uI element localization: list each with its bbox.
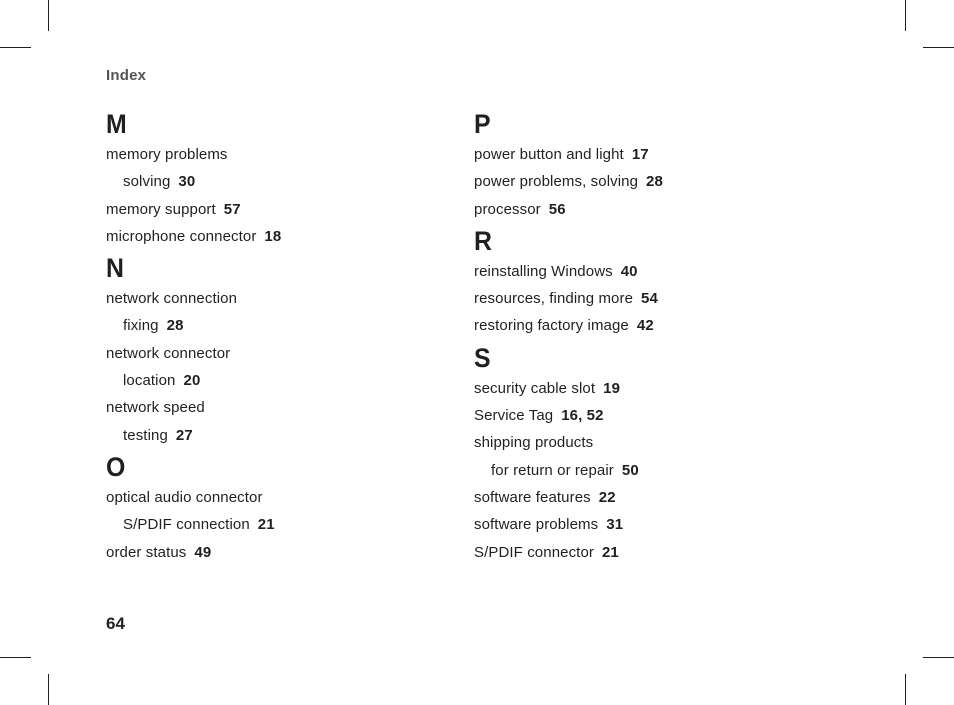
entry-text: for return or repair: [491, 461, 614, 479]
entry-text: location: [123, 372, 176, 390]
index-entry: [474, 258, 854, 285]
crop-mark-bottom-left-horizontal: [0, 657, 31, 658]
section-letter-r: R: [474, 225, 492, 256]
entry-text: restoring factory image: [474, 317, 629, 335]
crop-mark-bottom-right-horizontal: [923, 657, 954, 658]
entry-text: reinstalling Windows: [474, 262, 613, 280]
page-reference: 31: [606, 516, 624, 534]
entry-text: Service Tag: [474, 407, 554, 425]
entry-text: processor: [474, 200, 541, 218]
index-entry: [106, 484, 436, 511]
entry-text: security cable slot: [474, 379, 596, 397]
entry-text: solving: [123, 173, 171, 191]
entry-text: network connection: [106, 290, 238, 308]
crop-mark-bottom-right-vertical: [905, 674, 906, 705]
index-entry: [106, 285, 436, 312]
index-column-left: [106, 106, 436, 566]
index-entry: [106, 340, 436, 367]
entry-text: fixing: [123, 317, 159, 335]
entry-text: microphone connector: [106, 227, 257, 245]
index-entry: [474, 285, 854, 312]
page-reference: 50: [621, 461, 639, 479]
crop-mark-top-right-vertical: [905, 0, 906, 31]
index-subentry: [106, 367, 436, 394]
index-subentry: [106, 422, 436, 449]
page-separator: ,: [578, 407, 583, 425]
section-letter-p: P: [474, 109, 491, 139]
page-reference: 18: [264, 227, 282, 245]
index-entry: [474, 484, 854, 511]
entry-text: order status: [106, 543, 187, 561]
index-entry: [106, 223, 436, 250]
page-reference: 28: [646, 173, 663, 191]
crop-mark-top-left-vertical: [48, 0, 49, 31]
page-reference: 30: [178, 173, 196, 191]
crop-mark-bottom-left-vertical: [48, 674, 49, 705]
entry-text: S/PDIF connector: [474, 543, 594, 561]
page-reference: 20: [183, 372, 201, 390]
index-entry: [474, 196, 854, 223]
page-reference: 22: [598, 488, 616, 506]
page-reference: 40: [620, 262, 638, 280]
index-entry: [474, 141, 854, 168]
page-reference: 49: [194, 543, 212, 561]
index-subentry: [106, 511, 436, 538]
entry-text: software features: [474, 488, 591, 506]
index-entry: [474, 402, 854, 429]
index-entry: [474, 375, 854, 402]
index-subentry: [106, 312, 436, 339]
index-entry: [106, 141, 436, 168]
section-letter-s: S: [474, 342, 491, 373]
page-reference: 27: [175, 426, 193, 444]
entry-text: software problems: [474, 516, 599, 534]
entry-text: memory support: [106, 200, 216, 218]
index-subentry: [106, 168, 436, 195]
entry-text: power problems, solving: [474, 173, 639, 191]
section-letter-o: O: [106, 451, 126, 482]
page-reference: 42: [636, 317, 654, 335]
index-entry: [106, 196, 436, 223]
page-reference: 19: [603, 379, 621, 397]
page-reference: 57: [223, 200, 241, 218]
entry-text: memory problems: [106, 146, 228, 163]
entry-text: optical audio connector: [106, 488, 263, 506]
page-reference: 17: [631, 146, 649, 163]
index-entry: [474, 168, 854, 195]
index-entry: [474, 539, 854, 566]
section-letter-n: N: [106, 253, 124, 284]
entry-text: network speed: [106, 399, 205, 417]
entry-text: power button and light: [474, 146, 624, 163]
page-number: 64: [106, 614, 125, 633]
index-entry: [474, 429, 854, 456]
page-reference: 16: [561, 407, 579, 425]
page-reference: 56: [548, 200, 566, 218]
crop-mark-top-left-horizontal: [0, 47, 31, 48]
crop-mark-top-right-horizontal: [923, 47, 954, 48]
index-column-right: [474, 106, 854, 566]
page-reference: 21: [601, 543, 619, 561]
section-letter-m: M: [106, 109, 127, 139]
index-entry: [474, 312, 854, 339]
page-reference: 21: [257, 516, 275, 534]
page-reference: 52: [586, 407, 604, 425]
index-entry: [106, 539, 436, 566]
index-entry: [106, 394, 436, 421]
entry-text: testing: [123, 426, 168, 444]
entry-text: S/PDIF connection: [123, 516, 250, 534]
entry-text: resources, finding more: [474, 290, 634, 308]
page-reference: 28: [166, 317, 184, 335]
index-subentry: [474, 457, 854, 484]
page-reference: 54: [641, 290, 658, 308]
entry-text: network connector: [106, 344, 231, 362]
running-head: Index: [106, 67, 147, 84]
index-entry: [474, 511, 854, 538]
entry-text: shipping products: [474, 434, 594, 452]
